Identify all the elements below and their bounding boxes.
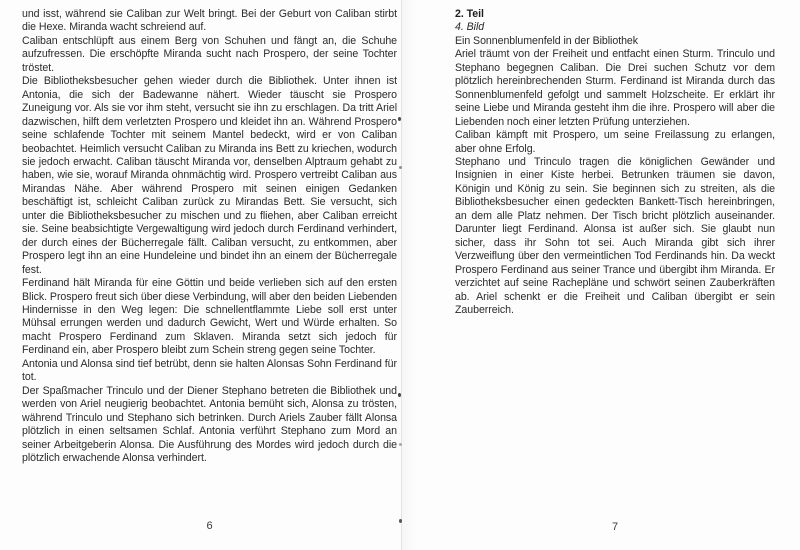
- paragraph: Stephano und Trinculo tragen die königlichen Gewänder und Insignien in einer Kiste herbei. Betrunken träumen sie davon, Königin und König zu sein. Sie beginnen sich zu streiten, als die Bibliotheksbesucher einen gedeckten Bankett-Tisch hereinbringen, an dem alle Platz nehmen. Der Tisch bricht plötzlich auseinander. Darunter liegt Ferdinand. Alonsa ist außer sich. Sie glaubt nun sicher, dass ihr Sohn tot sei. Auch Miranda gibt sich ihrer Verzweiflung über den vermeintlichen Tod Ferdinands hin. Da weckt Prospero Ferdinand aus seiner Trance und übergibt ihm Miranda. Er verzichtet auf seine Rachepläne und schwört seinen Zauberkräften ab. Ariel schenkt er die Freiheit und Caliban übergibt er sein Zauberreich.: [455, 155, 775, 316]
- scan-speck: [399, 443, 402, 446]
- section-heading-setting: Ein Sonnenblumenfeld in der Bibliothek: [455, 34, 639, 47]
- paragraph: Der Spaßmacher Trinculo und der Diener Stephano betreten die Bibliothek und werden von Ariel neugierig beobachtet. Antonia bemüht sich, Alonsa zu trösten, während Trinculo und Stephano sich betrinken. Durch Ariels Zauber fällt Alonsa plötzlich in einen seltsamen Schlaf. Antonia verführt Stephano zum Mord an seiner Arbeitgeberin Alonsa. Die Ausführung des Mordes wird jedoch durch die plötzlich erwachende Alonsa verhindert.: [22, 384, 397, 464]
- scan-speck: [399, 519, 402, 523]
- page-gutter-divider: [401, 0, 402, 550]
- paragraph: Die Bibliotheksbesucher gehen wieder durch die Bibliothek. Unter ihnen ist Antonia, die sich der Badewanne nähert. Wieder täuscht sie Prospero Zuneigung vor. Als sie vor ihm steht, versucht sie ihn zu erschlagen. Da tritt Ariel dazwischen, hilft dem verletzten Prospero und kleidet ihn an. Während Prospero seine schlafende Tochter mit seinem Mantel bedeckt, wird er von Caliban beobachtet. Heimlich versucht Caliban zu Miranda ins Bett zu kriechen, wodurch sie jedoch erwacht. Caliban täuscht Miranda vor, denselben Alptraum gehabt zu haben, wie sie, worauf Miranda ohnmächtig wird. Prospero vertreibt Caliban aus Mirandas Nähe. Aber während Prospero mit seinen einigen Gedanken beschäftigt ist, schleicht Caliban zurück zu Mirandas Bett. Sie versucht, sich unter die Bibliotheksbesucher zu mischen und zu fliehen, aber Caliban erreicht sie. Seine beabsichtigte Vergewaltigung wird jedoch durch Ferdinand verhindert, der durch eines der Bücherregale fällt. Caliban versucht, zu entkommen, aber Prospero legt ihn an eine Hundeleine und bindet ihn an einem der Bücherregale fest.: [22, 75, 397, 276]
- paragraph: Ferdinand hält Miranda für eine Göttin und beide verlieben sich auf den ersten Blick. Prospero freut sich über diese Verbindung, will aber den beiden Liebenden Hindernisse in den Weg legen: Die schnellentflammte Liebe soll erst unter Mühsal errungen werden und dadurch Gewicht, Wert und Würde erhalten. So macht Prospero Ferdinand zum Sklaven. Miranda setzt sich jedoch für Ferdinand ein, aber Prospero bleibt zum Schein streng gegen seine Tochter.: [22, 277, 397, 357]
- paragraph: Caliban entschlüpft aus einem Berg von Schuhen und fängt an, die Schuhe aufzufressen. Die erschöpfte Miranda sucht nach Prospero, der seine Tochter tröstet.: [22, 34, 397, 74]
- section-heading-part: 2. Teil: [455, 8, 484, 20]
- paragraph: Ariel träumt von der Freiheit und entfacht einen Sturm. Trinculo und Stephano begegnen Caliban. Die Drei suchen Schutz vor dem plötzlich hereinbrechenden Sturm. Ferdinand ist Miranda durch das Sonnenblumenfeld gefolgt und sammelt Holzscheite. Er erklärt ihr seine Liebe und Miranda gesteht ihm die ihre. Prospero will aber die Liebenden noch einer letzten Prüfung unterziehen.: [455, 48, 775, 128]
- page-number-right: 7: [611, 521, 619, 533]
- scan-speck: [398, 393, 401, 397]
- scan-speck: [399, 166, 402, 169]
- paragraph: Caliban kämpft mit Prospero, um seine Freilassung zu erlangen, aber ohne Erfolg.: [455, 129, 775, 155]
- paragraph: und isst, während sie Caliban zur Welt bringt. Bei der Geburt von Caliban stirbt die Hexe. Miranda wacht schreiend auf.: [22, 8, 397, 34]
- left-page-text-column: [22, 8, 397, 465]
- paragraph: Antonia und Alonsa sind tief betrübt, denn sie halten Alonsas Sohn Ferdinand für tot.: [22, 357, 397, 384]
- page-number-left: 6: [206, 520, 213, 532]
- scan-speck: [398, 117, 401, 121]
- right-page-text-column: [455, 8, 775, 317]
- section-heading-scene: 4. Bild: [455, 21, 485, 34]
